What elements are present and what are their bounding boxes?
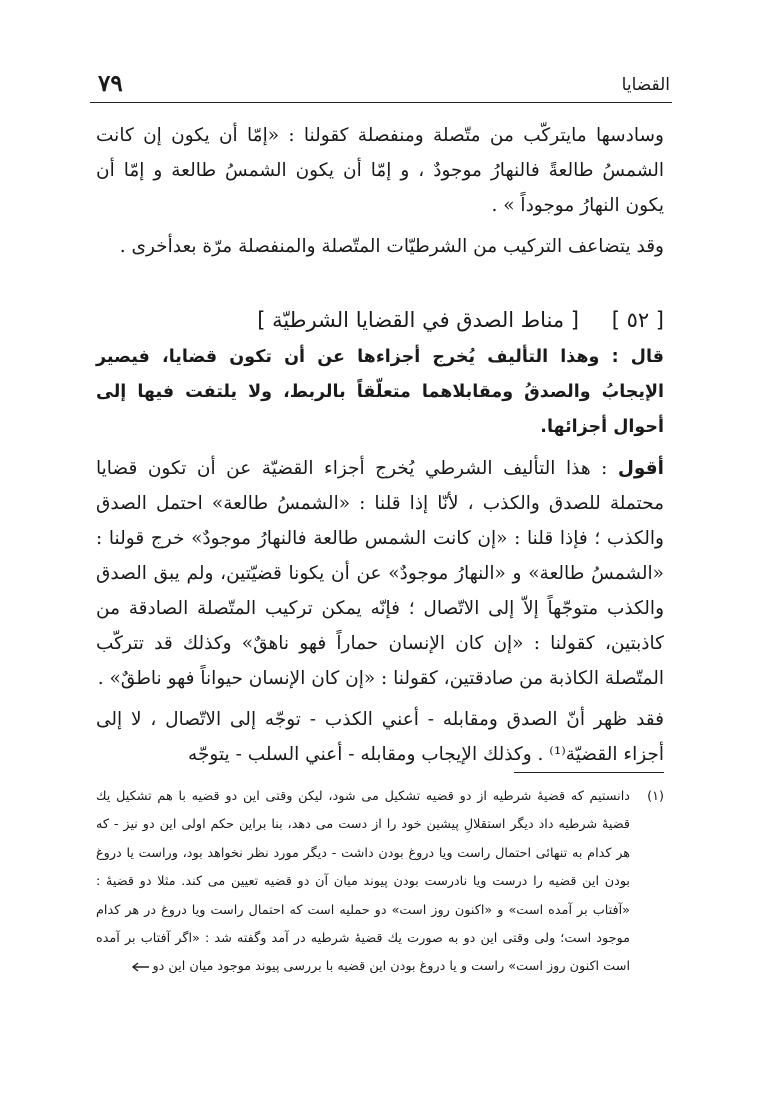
section-heading (96, 300, 664, 340)
footnote-text: دانستيم كه قضيۀ شرطيه از دو قضيه تشكيل مى شود، ليكن وقتى اين دو قضيه با هم تشكيل يك قضيۀ شرطيه داد ديگر استقلالِ پيشين خود را از دست مى دهد، بنا براين حكم اولى اين دو نيز - كه هر كدام به تنهائى احتمال راست ويا دروغ بودن داشت - ديگر مورد نظر نخواهد بود، وراست يا دروغ بودن اين قضيه را درست ويا نادرست بودن پيوند ميان آن دو قضيه تعيين مى كند. مثلا دو قضيۀ : «آفتاب بر آمده است» و «اكنون روز است» دو حمليه است كه احتمال راست ويا دروغ در هر كدام موجود است؛ ولى وقتى اين دو به صورت يك قضيۀ شرطيه در آمد وگفته شد : «اگر آفتاب بر آمده است اكنون روز است» راست و يا دروغ بودن اين قضيه با بررسى پيوند موجود ميان اين دو (96, 789, 630, 975)
footnote-rule (514, 772, 664, 773)
header-rule (90, 102, 672, 103)
matn-lead-word: قال (630, 347, 665, 367)
page-number: ٧٩ (98, 70, 123, 97)
sharh-text: : هذا التأليف الشرطي يُخرج أجزاء القضيّة عن أن تكون قضايا محتملة للصدق والكذب ، لأنّا إذا قلنا : «الشمسُ طالعة» احتمل الصدق والكذب ؛ فإذا قلنا : «إن كانت الشمس طالعة فالنهارُ موجودٌ» خرج قولنا : «الشمسُ طالعة» و «النهارُ موجودٌ» عن أن يكونا قضيّتين، ولم يبق الصدق والكذب متوجّهاً إلاّ إلى الاتّصال ؛ فإنّه يمكن تركيب المتّصلة الصادقة من كاذبتين، كقولنا : «إن كان الإنسان حماراً فهو ناهقٌ» وكذلك قد تتركّب المتّصلة الكاذبة من صادقتين، كقولنا : «إن كان الإنسان حيواناً فهو ناطقٌ» . (96, 458, 664, 689)
footnote-marker: (١) (647, 789, 664, 804)
footnote (96, 783, 664, 982)
section-number: [ ٥٢ ] (611, 308, 664, 332)
main-text (96, 118, 664, 772)
footnote-text-block (96, 783, 630, 982)
section-title: [ مناط الصدق في القضايا الشرطيّة ] (257, 308, 579, 332)
paragraph-sixth-type: وسادسها مايتركّب من متّصلة ومنفصلة كقولنا : «إمّا أن يكون إن كانت الشمسُ طالعةً فالنهارُ موجودٌ ، و إمّا أن يكون الشمسُ طالعة و إمّا أن يكون النهارُ موجوداً » . (96, 125, 664, 216)
running-title: القضايا (621, 75, 670, 95)
continuation-arrow-icon (132, 962, 150, 972)
matn-text: : وهذا التأليف يُخرج أجزاءها عن أن تكون قضايا، فيصير الإيجابُ والصدقُ ومقابلاهما متعلّقاً بالربط، ولا يلتفت فيها إلى أحوال أجزائها. (96, 347, 664, 437)
sharh-lead-word: أقول (617, 458, 664, 479)
sharh-paragraph (96, 451, 664, 696)
page-header (90, 60, 672, 100)
matn-paragraph (96, 340, 664, 445)
paragraph-conclusion: فقد ظهر أنّ الصدق ومقابله - أعني الكذب - توجّه إلى الاتّصال ، لا إلى أجزاء القضيّة⁽¹⁾ . وكذلك الإيجاب ومقابله - أعني السلب - يتوجّه (96, 709, 664, 765)
paragraph-compounding: وقد يتضاعف التركيب من الشرطيّات المتّصلة والمنفصلة مرّة بعدأخرى . (119, 236, 664, 257)
